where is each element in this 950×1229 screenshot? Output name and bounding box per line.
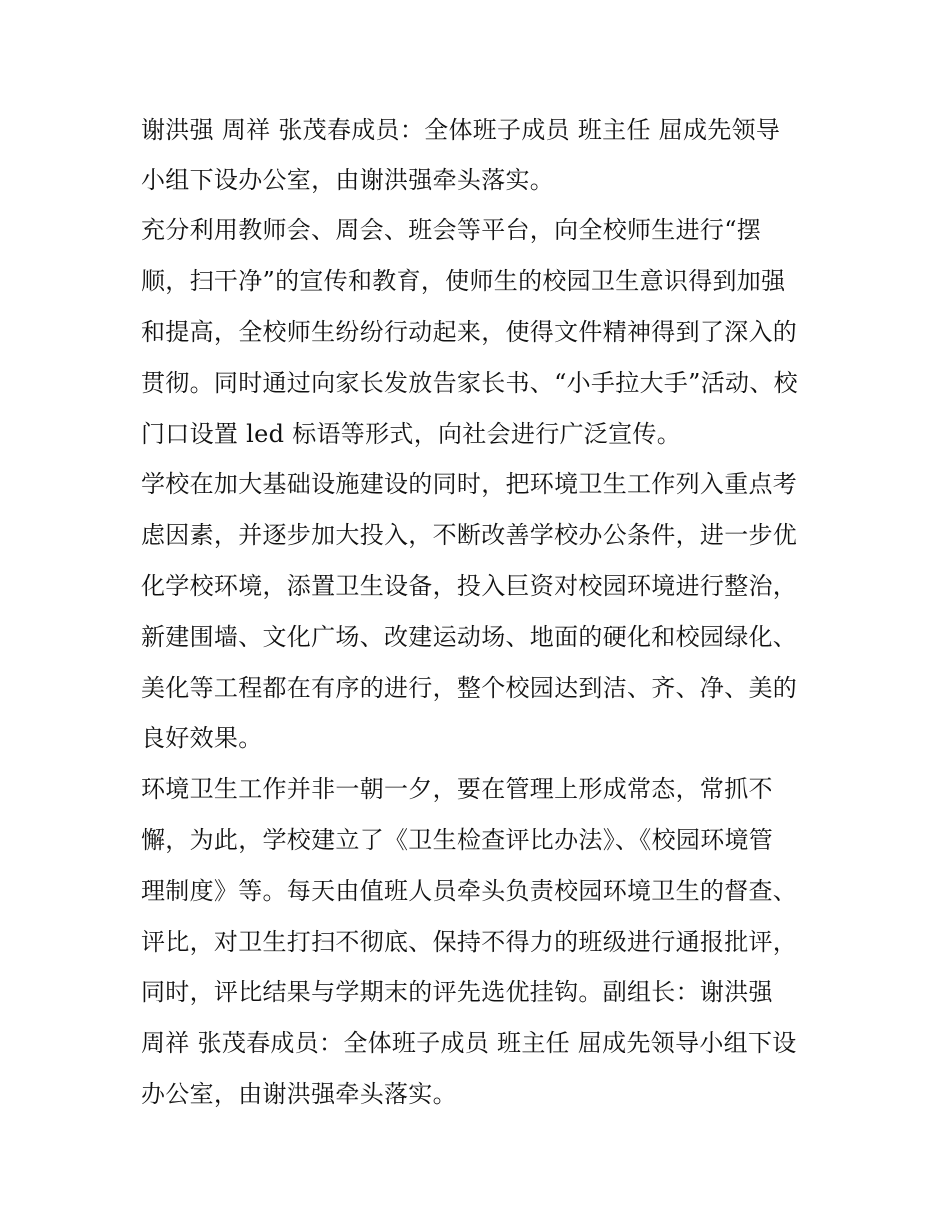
text-line: 新建围墙、文化广场、改建运动场、地面的硬化和校园绿化、 xyxy=(141,623,798,651)
text-line: 顺，扫干净”的宣传和教育，使师生的校园卫生意识得到加强 xyxy=(141,267,786,295)
text-line: 小组下设办公室，由谢洪强牵头落实。 xyxy=(141,166,555,194)
text-line: 理制度》等。每天由值班人员牵头负责校园环境卫生的督查、 xyxy=(141,877,798,905)
text-line: 化学校环境，添置卫生设备，投入巨资对校园环境进行整治， xyxy=(141,572,798,600)
text-line: 环境卫生工作并非一朝一夕，要在管理上形成常态，常抓不 xyxy=(141,775,773,803)
text-line: 虑因素，并逐步加大投入，不断改善学校办公条件，进一步优 xyxy=(141,521,798,549)
text-line: 同时，评比结果与学期末的评先选优挂钩。副组长：谢洪强 xyxy=(141,978,773,1006)
text-line: 评比，对卫生打扫不彻底、保持不得力的班级进行通报批评， xyxy=(141,928,798,956)
text-line: 周祥 张茂春成员：全体班子成员 班主任 屈成先领导小组下设 xyxy=(141,1029,797,1057)
text-line: 美化等工程都在有序的进行，整个校园达到洁、齐、净、美的 xyxy=(141,674,798,702)
text-line: 充分利用教师会、周会、班会等平台，向全校师生进行“摆 xyxy=(141,216,762,244)
text-line: 谢洪强 周祥 张茂春成员：全体班子成员 班主任 屈成先领导 xyxy=(141,116,781,144)
text-line: 办公室，由谢洪强牵头落实。 xyxy=(141,1080,457,1108)
text-line: 门口设置 led 标语等形式，向社会进行广泛宣传。 xyxy=(141,420,681,448)
text-line: 贯彻。同时通过向家长发放告家长书、“小手拉大手”活动、校 xyxy=(141,369,798,397)
text-line: 良好效果。 xyxy=(141,724,263,752)
text-line: 学校在加大基础设施建设的同时，把环境卫生工作列入重点考 xyxy=(141,470,798,498)
text-line: 和提高，全校师生纷纷行动起来，使得文件精神得到了深入的 xyxy=(141,318,798,346)
text-line: 懈，为此，学校建立了《卫生检查评比办法》、《校园环境管 xyxy=(141,826,774,854)
